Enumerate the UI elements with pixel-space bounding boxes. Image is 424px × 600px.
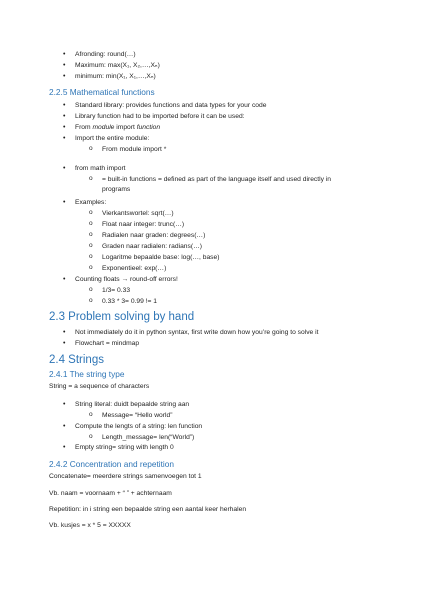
sub-item-built-in-functions-cont: programs (102, 186, 131, 193)
list-item-maximum: • Maximum: max(X₁, X₂,…,Xₙ) (75, 61, 160, 70)
paragraph-repetition: Repetition: in i string een bepaalde string een aantal keer herhalen (49, 506, 247, 513)
heading-problem-solving: 2.3 Problem solving by hand (49, 311, 195, 323)
heading-mathematical-functions: 2.2.5 Mathematical functions (49, 87, 155, 97)
sub-item-message: o Message= “Hello world” (102, 411, 172, 420)
list-item-examples: • Examples: (75, 198, 106, 207)
text-from: From (75, 124, 93, 131)
list-item-len-function: • Compute the lengts of a string: len function (75, 422, 202, 431)
counting-example-1: o 1/3= 0.33 (102, 286, 130, 295)
sub-item-from-module-import-star: o From module import * (102, 145, 166, 154)
paragraph-example-name: Vb. naam = voornaam + “ ” + achternaam (49, 490, 172, 497)
list-item-not-python-syntax: • Not immediately do it in python syntax, first write down how you’re going to solve it (75, 328, 318, 337)
list-item-empty-string: • Empty string= string with length 0 (75, 443, 174, 452)
sub-item-built-in-functions: o = built-in functions = defined as part of the language itself and used directly in (102, 175, 331, 184)
list-item-flowchart: • Flowchart = mindmap (75, 339, 139, 348)
list-item-rounding: • Afronding: round(…) (75, 50, 136, 59)
paragraph-example-kusjes: Vb. kusjes = x * 5 = XXXXX (49, 522, 131, 529)
text-module: module (92, 124, 115, 131)
list-item-library-import: • Library function had to be imported before it can be used: (75, 112, 245, 121)
example-trunc: o Float naar integer: trunc(…) (102, 220, 184, 229)
list-item-string-literal: • String literal: duidt bepaalde string aan (75, 400, 189, 409)
list-item-import-entire-module: • Import the entire module: (75, 134, 149, 143)
example-log: o Logaritme bepaalde base: log(…, base) (102, 253, 219, 262)
text-function: function (136, 124, 161, 131)
heading-concentration-repetition: 2.4.2 Concentration and repetition (49, 459, 175, 469)
heading-string-type: 2.4.1 The string type (49, 369, 125, 379)
example-radians: o Graden naar radialen: radians(…) (102, 242, 202, 251)
paragraph-string-definition: String = a sequence of characters (49, 383, 150, 390)
list-item-standard-library: • Standard library: provides functions and data types for your code (75, 101, 266, 110)
list-item-from-module-import (75, 123, 160, 132)
list-item-minimum: • minimum: min(X₁, X₁,…,Xₙ) (75, 72, 156, 81)
example-sqrt: o Vierkantswortel: sqrt(…) (102, 209, 174, 218)
example-degrees: o Radialen naar graden: degrees(…) (102, 231, 205, 240)
sub-item-length-message: o Length_message= len(“World”) (102, 433, 194, 442)
example-exp: o Exponentieel: exp(…) (102, 264, 166, 273)
paragraph-concatenate: Concatenate= meerdere strings samenvoegen tot 1 (49, 473, 202, 480)
list-item-from-math-import: • from math import (75, 164, 126, 173)
text-import: import (114, 124, 137, 131)
counting-example-2: o 0.33 * 3= 0.99 != 1 (102, 297, 157, 306)
heading-strings: 2.4 Strings (49, 354, 104, 366)
list-item-counting-floats: • Counting floats → round-off errors! (75, 275, 178, 284)
